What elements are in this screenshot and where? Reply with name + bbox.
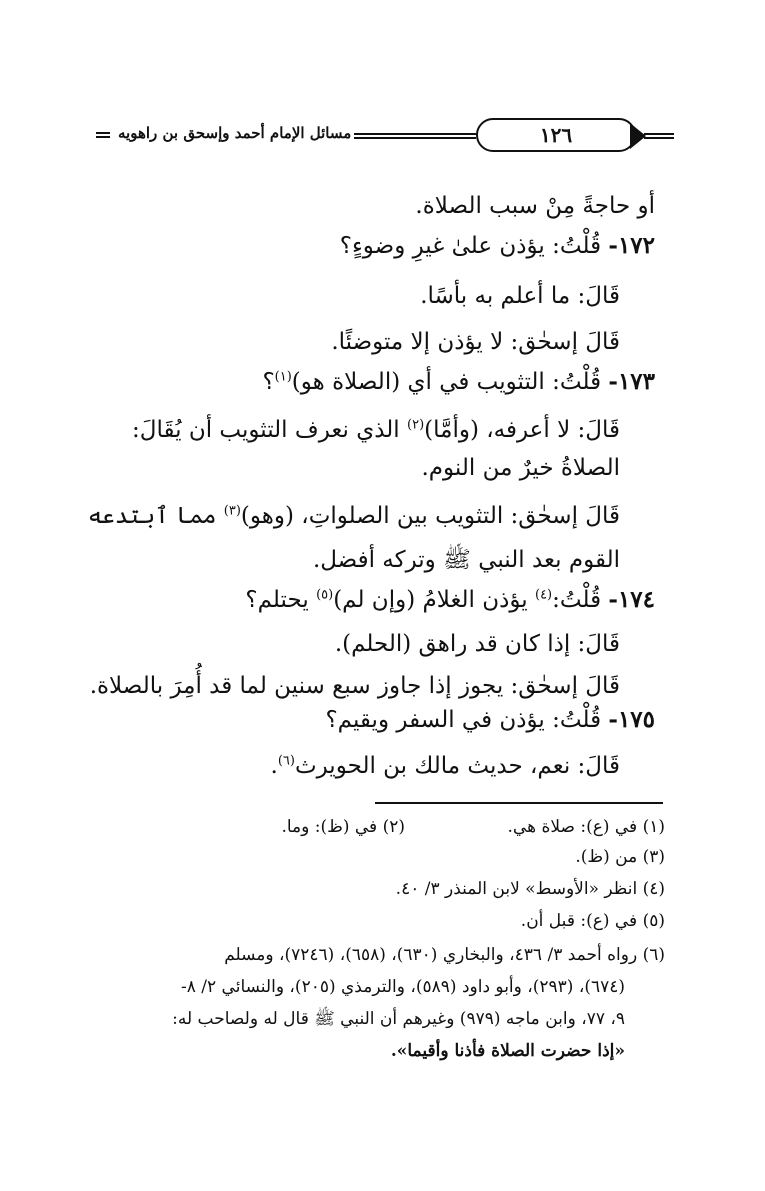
page-number-badge: [476, 118, 636, 152]
footnote-6-cont: ٩، ٧٧، وابن ماجه (٩٧٩) وغيرهم أن النبي ﷺ قال له ولصاحب له:: [172, 1009, 625, 1029]
answer-line: قَالَ إسحٰق: يجوز إذا جاوز سبع سنين لما قد أُمِرَ بالصلاة.: [89, 673, 620, 699]
footnote-1: (١) في (ع): صلاة هي.: [507, 817, 665, 837]
footnote-5: (٥) في (ع): قبل أن.: [520, 911, 665, 931]
question-172: ١٧٢- قُلْتُ: يؤذن علىٰ غيرِ وضوءٍ؟: [339, 232, 655, 259]
footnote-marker[interactable]: (٣): [223, 503, 241, 519]
answer-line: القوم بعد النبي ﷺ وتركه أفضل.: [312, 547, 620, 573]
footnote-6: (٦) رواه أحمد ٣/ ٤٣٦، والبخاري (٦٣٠)، (٦٥٨)، (٧٢٤٦)، ومسلم: [224, 945, 665, 965]
question-173: ١٧٣- قُلْتُ: التثويب في أي (الصلاة هو)$^{(١)}$؟: [262, 368, 655, 395]
answer-line: قَالَ: نعم، حديث مالك بن الحويرث$^{(٦)}$.: [270, 753, 620, 779]
answer-line: قَالَ: إذا كان قد راهق (الحلم).: [334, 631, 620, 657]
running-header: [96, 118, 674, 158]
page-number: ١٢٦: [539, 123, 573, 147]
footnote-marker[interactable]: (٢): [407, 417, 425, 433]
footnote-marker[interactable]: (٦): [277, 753, 295, 769]
header-rule: [354, 133, 476, 139]
question-175: ١٧٥- قُلْتُ: يؤذن في السفر ويقيم؟: [325, 706, 655, 733]
book-title: مسائل الإمام أحمد وإسحق بن راهويه: [118, 124, 352, 142]
answer-line: قَالَ: ما أعلم به بأسًا.: [420, 283, 620, 309]
answer-line: قَالَ: لا أعرفه، (وأمَّا)$^{(٢)}$ الذي نعرف التثويب أن يُقَالَ:: [132, 417, 620, 443]
footnote-separator: [375, 802, 663, 804]
footnote-2: (٢) في (ظ): وما.: [281, 817, 405, 837]
header-rule-right: [644, 133, 674, 139]
question-174: ١٧٤- قُلْتُ:$^{(٤)}$ يؤذن الغلامُ (وإن لم)$^{(٥)}$ يحتلم؟: [245, 586, 655, 613]
footnote-marker[interactable]: (٤): [534, 587, 553, 603]
answer-line: قَالَ إسحٰق: التثويب بين الصلواتِ، (وهو)$^{(٣)}$ مما ٱبتدعه: [87, 503, 620, 529]
answer-line: قَالَ إسحٰق: لا يؤذن إلا متوضئًا.: [331, 329, 620, 355]
body-line: أو حاجةً مِنْ سبب الصلاة.: [415, 193, 655, 219]
item-number: ١٧٢-: [608, 232, 655, 259]
footnote-marker[interactable]: (١): [274, 369, 292, 385]
footnote-6-quote: «إذا حضرت الصلاة فأذنا وأقيما».: [390, 1041, 625, 1061]
answer-line: الصلاةُ خيرٌ من النوم.: [421, 455, 620, 481]
item-number: ١٧٤-: [608, 586, 655, 613]
item-number: ١٧٣-: [608, 368, 655, 395]
footnote-4: (٤) انظر «الأوسط» لابن المنذر ٣/ ٤٠.: [395, 879, 665, 899]
footnote-marker[interactable]: (٥): [316, 587, 334, 603]
item-number: ١٧٥-: [608, 706, 655, 733]
header-end-mark: [96, 132, 110, 138]
footnote-6-cont: (٦٧٤)، (٢٩٣)، وأبو داود (٥٨٩)، والترمذي (٢٠٥)، والنسائي ٢/ ٨-: [180, 977, 625, 997]
footnote-3: (٣) من (ظ).: [575, 847, 665, 867]
